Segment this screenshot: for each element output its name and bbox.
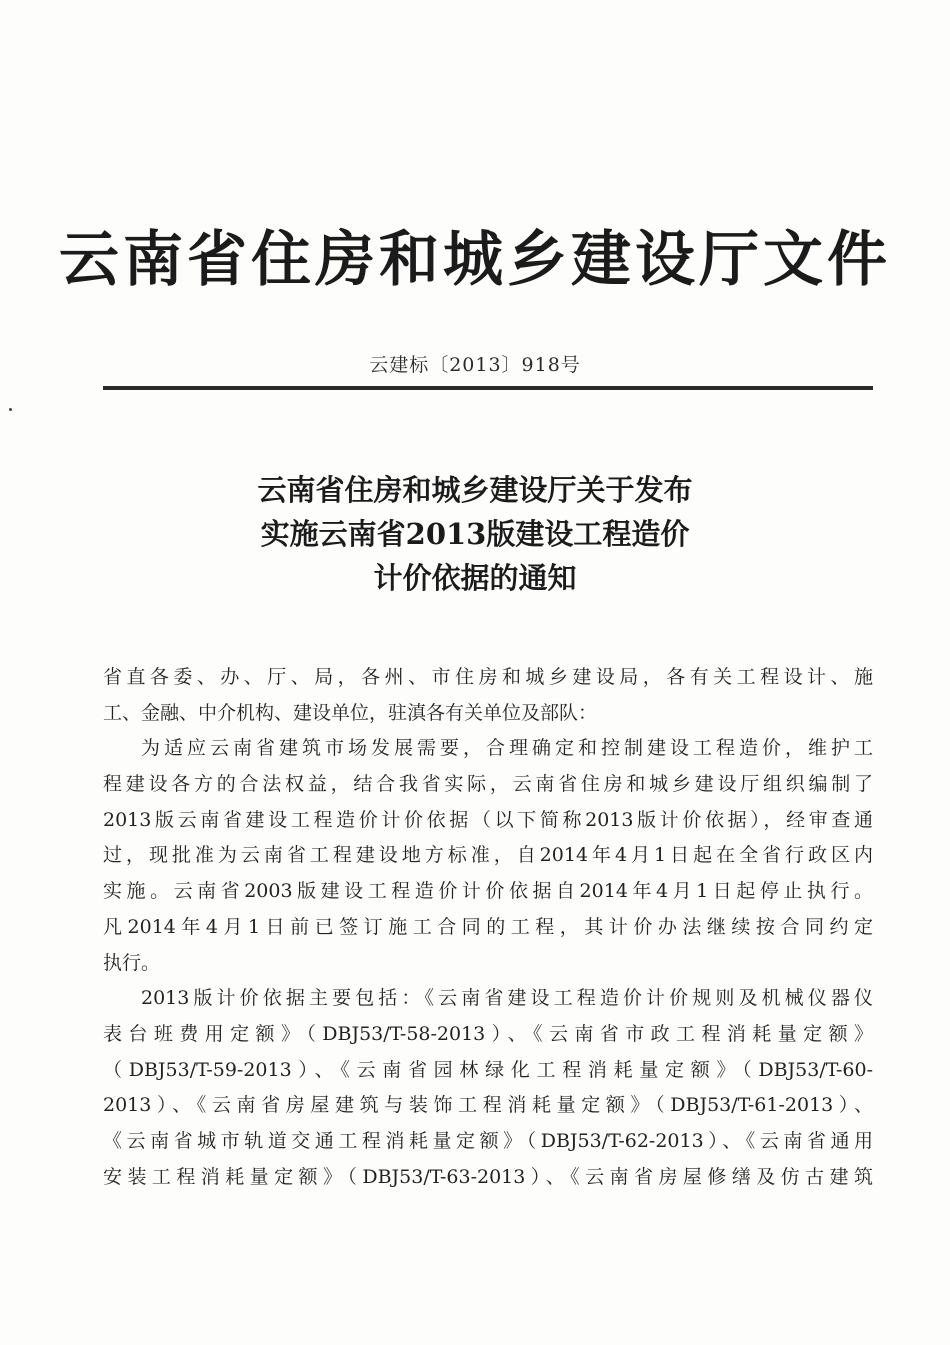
document-number: 云建标〔2013〕918号 <box>369 354 581 376</box>
notice-body <box>103 660 873 1195</box>
notice-title-line: 实施云南省2013版建设工程造价 <box>260 517 690 551</box>
paragraph-line: 表台班费用定额》（DBJ53/T-58-2013）、《云南省市政工程消耗量定额》 <box>103 1022 873 1045</box>
notice-title-line: 计价依据的通知 <box>373 561 577 595</box>
paragraph-line: 安装工程消耗量定额》（DBJ53/T-63-2013）、《云南省房屋修缮及仿古建筑 <box>103 1165 873 1188</box>
paragraph-line: 2013版计价依据主要包括：《云南省建设工程造价计价规则及机械仪器仪 <box>141 987 873 1010</box>
issuer-header-title: 云南省住房和城乡建设厅文件 <box>59 225 891 295</box>
header-divider <box>103 386 873 390</box>
paragraph-line: 为适应云南省建筑市场发展需要，合理确定和控制建设工程造价，维护工 <box>141 737 873 760</box>
scan-speck <box>9 408 12 411</box>
paragraph-line: 执行。 <box>103 951 161 974</box>
paragraph-line: （DBJ53/T-59-2013）、《云南省园林绿化工程消耗量定额》（DBJ53/T-60- <box>103 1058 873 1081</box>
notice-title <box>0 468 950 600</box>
paragraph-line: 程建设各方的合法权益，结合我省实际，云南省住房和城乡建设厅组织编制了 <box>103 773 873 796</box>
paragraph-line: 2013版云南省建设工程造价计价依据（以下简称2013版计价依据），经审查通 <box>103 808 873 831</box>
addressee-line: 工、金融、中介机构、建设单位，驻滇各有关单位及部队： <box>103 701 598 724</box>
paragraph-line: 凡2014年4月1日前已签订施工合同的工程，其计价办法继续按合同约定 <box>103 915 873 938</box>
paragraph-line: 《云南省城市轨道交通工程消耗量定额》（DBJ53/T-62-2013）、《云南省通用 <box>103 1129 873 1152</box>
paragraph-line: 实施。云南省2003版建设工程造价计价依据自2014年4月1日起停止执行。 <box>103 880 873 903</box>
addressee-line: 省直各委、办、厅、局，各州、市住房和城乡建设局，各有关工程设计、施 <box>103 666 873 688</box>
paragraph-line: 2013）、《云南省房屋建筑与装饰工程消耗量定额》（DBJ53/T-61-2013）、 <box>103 1094 873 1117</box>
paragraph-line: 过，现批准为云南省工程建设地方标准，自2014年4月1日起在全省行政区内 <box>103 844 873 867</box>
notice-title-line: 云南省住房和城乡建设厅关于发布 <box>257 473 693 507</box>
